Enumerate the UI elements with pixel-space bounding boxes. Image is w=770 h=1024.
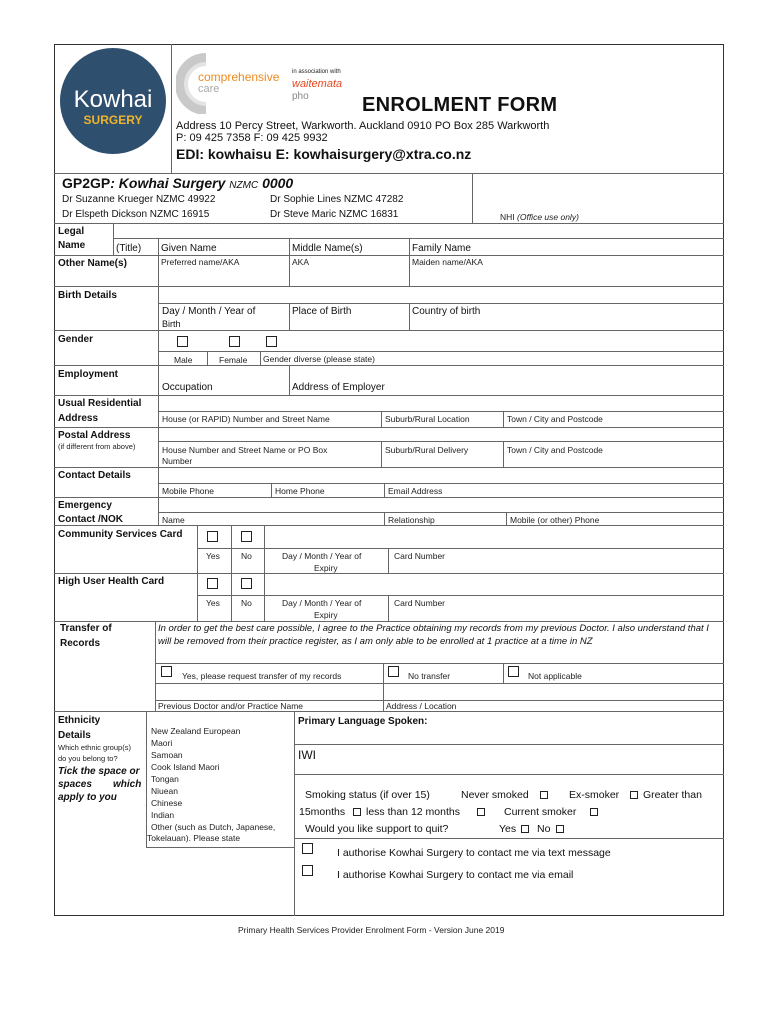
nok-phone-label: Mobile (or other) Phone xyxy=(510,515,600,525)
text-message-consent-checkbox[interactable] xyxy=(302,843,313,854)
ethnicity-label-2: Details xyxy=(58,730,91,741)
rule xyxy=(158,483,724,484)
nzmc-label: NZMC xyxy=(229,180,259,191)
gender-diverse-checkbox[interactable] xyxy=(266,336,277,347)
waitemata-text: waitemata xyxy=(292,78,343,90)
rule xyxy=(294,711,295,916)
text-message-consent-label: I authorise Kowhai Surgery to contact me via text message xyxy=(337,847,611,859)
doctor-1: Dr Suzanne Krueger NZMC 49922 xyxy=(62,194,216,205)
huhc-yes-label: Yes xyxy=(206,598,220,608)
rule xyxy=(155,621,156,711)
huhc-label: High User Health Card xyxy=(58,576,165,587)
rule xyxy=(294,838,724,839)
rule xyxy=(388,595,389,621)
gp2gp-text: GP2GP xyxy=(62,175,111,191)
csc-no-label: No xyxy=(241,551,252,561)
rule xyxy=(146,847,294,848)
comprehensive-text: comprehensive xyxy=(198,70,280,84)
emergency-label-1: Emergency xyxy=(58,500,112,511)
postal-suburb-label: Suburb/Rural Delivery xyxy=(385,445,469,455)
ethnicity-option: Chinese xyxy=(151,798,183,808)
rule xyxy=(113,238,724,239)
postal-town-label: Town / City and Postcode xyxy=(507,445,603,455)
no-transfer-label: No transfer xyxy=(408,671,451,681)
form-title: ENROLMENT FORM xyxy=(362,94,558,116)
postal-note: (if different from above) xyxy=(58,442,136,451)
rule xyxy=(409,303,410,330)
rule xyxy=(503,441,504,467)
huhc-expiry-label-2: Expiry xyxy=(314,610,338,620)
rule xyxy=(54,427,724,428)
rule xyxy=(158,303,724,304)
nhi-text: NHI xyxy=(500,212,515,222)
csc-no-checkbox[interactable] xyxy=(241,531,252,542)
ethnicity-option: Indian xyxy=(151,810,175,820)
mobile-phone-label: Mobile Phone xyxy=(162,486,214,496)
not-applicable-checkbox[interactable] xyxy=(508,666,519,677)
rule xyxy=(231,573,232,621)
phone-line: P: 09 425 7358 F: 09 425 9932 xyxy=(176,132,328,144)
email-address-label: Email Address xyxy=(388,486,443,496)
postal-street-label: House Number and Street Name or PO Box xyxy=(162,445,328,455)
employer-address-label: Address of Employer xyxy=(292,382,385,393)
ethnicity-question-2: do you belong to? xyxy=(58,754,118,763)
rule xyxy=(54,525,724,526)
rule xyxy=(289,238,290,286)
gender-label: Gender xyxy=(58,334,94,345)
doctor-3: Dr Sophie Lines NZMC 47282 xyxy=(270,194,404,205)
employment-label: Employment xyxy=(58,369,119,380)
ex-smoker-label: Ex-smoker xyxy=(569,789,620,801)
csc-yes-label: Yes xyxy=(206,551,220,561)
rule xyxy=(54,365,724,366)
never-smoked-label: Never smoked xyxy=(461,789,529,801)
postal-address-label: Postal Address xyxy=(58,430,131,441)
country-of-birth-label: Country of birth xyxy=(412,306,481,317)
ex-smoker-15months-checkbox[interactable] xyxy=(353,808,361,816)
place-of-birth-label: Place of Birth xyxy=(292,306,352,317)
male-checkbox[interactable] xyxy=(177,336,188,347)
huhc-no-label: No xyxy=(241,598,252,608)
rule xyxy=(113,223,114,255)
rule xyxy=(289,303,290,330)
current-smoker-checkbox[interactable] xyxy=(590,808,598,816)
rule xyxy=(54,497,724,498)
tick-instruction-3: which xyxy=(113,779,142,790)
csc-card-number-label: Card Number xyxy=(394,551,446,561)
less-than-12-label: less than 12 months xyxy=(366,806,460,818)
maiden-name-label: Maiden name/AKA xyxy=(412,257,483,267)
emergency-label-2: Contact /NOK xyxy=(58,514,123,525)
smoking-status-label: Smoking status (if over 15) xyxy=(305,789,430,801)
dob-label: Day / Month / Year of xyxy=(162,306,256,317)
rule xyxy=(503,663,504,683)
rule xyxy=(409,238,410,286)
header-divider xyxy=(171,44,172,174)
not-applicable-label: Not applicable xyxy=(528,671,582,681)
residential-label-2: Address xyxy=(58,413,99,424)
home-phone-label: Home Phone xyxy=(275,486,325,496)
less-than-12-checkbox[interactable] xyxy=(477,808,485,816)
pho-text: pho xyxy=(292,91,309,102)
nhi-note: (Office use only) xyxy=(517,212,579,222)
current-smoker-label: Current smoker xyxy=(504,806,577,818)
rule xyxy=(264,525,265,573)
logo-text: Kowhai xyxy=(73,86,153,113)
rule xyxy=(54,395,724,396)
csc-label: Community Services Card xyxy=(58,529,183,540)
ethnicity-option: Tongan xyxy=(151,774,179,784)
res-street-label: House (or RAPID) Number and Street Name xyxy=(162,414,330,424)
primary-language-label: Primary Language Spoken: xyxy=(298,716,428,727)
transfer-yes-label: Yes, please request transfer of my records xyxy=(182,671,342,681)
contact-details-label: Contact Details xyxy=(58,470,131,481)
logo-subtext: SURGERY xyxy=(83,113,143,127)
care-text: care xyxy=(198,83,220,95)
postal-street-label-2: Number xyxy=(162,456,193,466)
nzmc-value: 0000 xyxy=(262,175,294,191)
kowhai-logo xyxy=(58,46,168,156)
rule xyxy=(207,351,208,365)
rule xyxy=(54,255,724,256)
tick-instruction-2: spaces xyxy=(58,779,92,790)
rule xyxy=(54,330,724,331)
title-field-label: (Title) xyxy=(116,243,142,254)
other-names-label: Other Name(s) xyxy=(58,258,127,269)
csc-expiry-label-2: Expiry xyxy=(314,563,338,573)
rule xyxy=(381,411,382,427)
ethnicity-option: Maori xyxy=(151,738,173,748)
previous-address-label: Address / Location xyxy=(386,701,457,711)
rule xyxy=(197,573,198,621)
rule xyxy=(264,573,265,621)
ethnicity-option: Samoan xyxy=(151,750,183,760)
male-label: Male xyxy=(174,355,193,365)
huhc-card-number-label: Card Number xyxy=(394,598,446,608)
tick-instruction-1: Tick the space or xyxy=(58,766,140,777)
ex-smoker-checkbox[interactable] xyxy=(630,791,638,799)
female-label: Female xyxy=(219,355,248,365)
ethnicity-option: New Zealand European xyxy=(151,726,241,736)
preferred-name-label: Preferred name/AKA xyxy=(161,257,240,267)
rule xyxy=(54,223,724,224)
email-consent-checkbox[interactable] xyxy=(302,865,313,876)
rule xyxy=(384,512,385,525)
occupation-label: Occupation xyxy=(162,382,213,393)
quit-no-label: No xyxy=(537,823,551,835)
name-label: Name xyxy=(58,240,86,251)
given-name-label: Given Name xyxy=(161,243,217,254)
transfer-consent-text: In order to get the best care possible, I agree to the Practice obtaining my records from my previous Doctor. I also understand that I will be removed from their practice register, as I am only able to be enrolled at 1 practice at a time in NZ xyxy=(158,623,709,647)
rule xyxy=(231,525,232,573)
rule xyxy=(384,483,385,497)
rule xyxy=(271,483,272,497)
rule xyxy=(503,411,504,427)
huhc-expiry-label: Day / Month / Year of xyxy=(282,598,362,608)
rule xyxy=(294,744,724,745)
rule xyxy=(289,365,290,395)
rule xyxy=(54,711,724,712)
rule xyxy=(197,525,198,573)
nok-relationship-label: Relationship xyxy=(388,515,435,525)
aka-label: AKA xyxy=(292,257,310,267)
previous-doctor-label: Previous Doctor and/or Practice Name xyxy=(158,701,304,711)
transfer-label-1: Transfer of xyxy=(60,623,112,634)
clinic-name: : Kowhai Surgery xyxy=(110,175,226,191)
doctor-2: Dr Elspeth Dickson NZMC 16915 xyxy=(62,209,210,220)
email-consent-label: I authorise Kowhai Surgery to contact me via email xyxy=(337,869,574,881)
nhi-label xyxy=(500,212,579,222)
transfer-label-2: Records xyxy=(60,638,101,649)
rule xyxy=(158,330,159,365)
quit-yes-label: Yes xyxy=(499,823,517,835)
quit-yes-checkbox[interactable] xyxy=(521,825,529,833)
greater-than-label: Greater than xyxy=(643,789,702,801)
legal-label: Legal xyxy=(58,226,85,237)
address-line: Address 10 Percy Street, Warkworth. Auckland 0910 PO Box 285 Warkworth xyxy=(176,120,550,132)
rule xyxy=(388,548,389,573)
gender-diverse-label: Gender diverse (please state) xyxy=(263,354,375,364)
iwi-label: IWI xyxy=(298,748,316,762)
tick-instruction-4: apply to you xyxy=(58,792,117,803)
rule xyxy=(158,441,724,442)
res-suburb-label: Suburb/Rural Location xyxy=(385,414,470,424)
rule xyxy=(158,238,159,286)
no-transfer-checkbox[interactable] xyxy=(388,666,399,677)
rule xyxy=(54,573,724,574)
doctor-4: Dr Steve Maric NZMC 16831 xyxy=(270,209,399,220)
rule xyxy=(381,441,382,467)
ethnicity-other-1: Other (such as Dutch, Japanese, xyxy=(151,822,276,832)
residential-label-1: Usual Residential xyxy=(58,398,142,409)
footer-version: Primary Health Services Provider Enrolment Form - Version June 2019 xyxy=(238,925,505,935)
dob-label-2: Birth xyxy=(162,319,181,329)
birth-details-label: Birth Details xyxy=(58,290,117,301)
rule xyxy=(158,351,724,352)
female-checkbox[interactable] xyxy=(229,336,240,347)
nok-name-label: Name xyxy=(162,515,185,525)
edi-email-line: EDI: kowhaisu E: kowhaisurgery@xtra.co.nz xyxy=(176,146,472,162)
rule xyxy=(158,411,724,412)
association-text: in association with xyxy=(292,69,341,75)
csc-expiry-label: Day / Month / Year of xyxy=(282,551,362,561)
transfer-yes-checkbox[interactable] xyxy=(161,666,172,677)
ethnicity-option: Niuean xyxy=(151,786,178,796)
huhc-yes-checkbox[interactable] xyxy=(207,578,218,589)
rule xyxy=(506,512,507,525)
csc-yes-checkbox[interactable] xyxy=(207,531,218,542)
fifteen-months-label: 15months xyxy=(299,806,346,818)
rule xyxy=(260,351,261,365)
rule xyxy=(158,365,159,395)
never-smoked-checkbox[interactable] xyxy=(540,791,548,799)
rule xyxy=(158,395,159,525)
family-name-label: Family Name xyxy=(412,243,471,254)
middle-name-label: Middle Name(s) xyxy=(292,243,363,254)
rule xyxy=(155,683,724,684)
rule xyxy=(54,173,724,174)
huhc-no-checkbox[interactable] xyxy=(241,578,252,589)
rule xyxy=(472,173,473,223)
gp2gp-label xyxy=(62,175,293,191)
rule xyxy=(197,548,724,549)
rule xyxy=(158,512,724,513)
rule xyxy=(155,663,724,664)
res-town-label: Town / City and Postcode xyxy=(507,414,603,424)
rule xyxy=(158,286,159,330)
rule xyxy=(383,663,384,711)
ethnicity-option: Cook Island Maori xyxy=(151,762,220,772)
ethnicity-question-1: Which ethnic group(s) xyxy=(58,743,131,752)
quit-no-checkbox[interactable] xyxy=(556,825,564,833)
rule xyxy=(294,774,724,775)
rule xyxy=(146,711,147,847)
quit-support-label: Would you like support to quit? xyxy=(305,823,449,835)
rule xyxy=(54,467,724,468)
ethnicity-other-2: Tokelauan). Please state xyxy=(147,833,241,843)
rule xyxy=(197,595,724,596)
ethnicity-label-1: Ethnicity xyxy=(58,715,101,726)
rule xyxy=(54,286,724,287)
